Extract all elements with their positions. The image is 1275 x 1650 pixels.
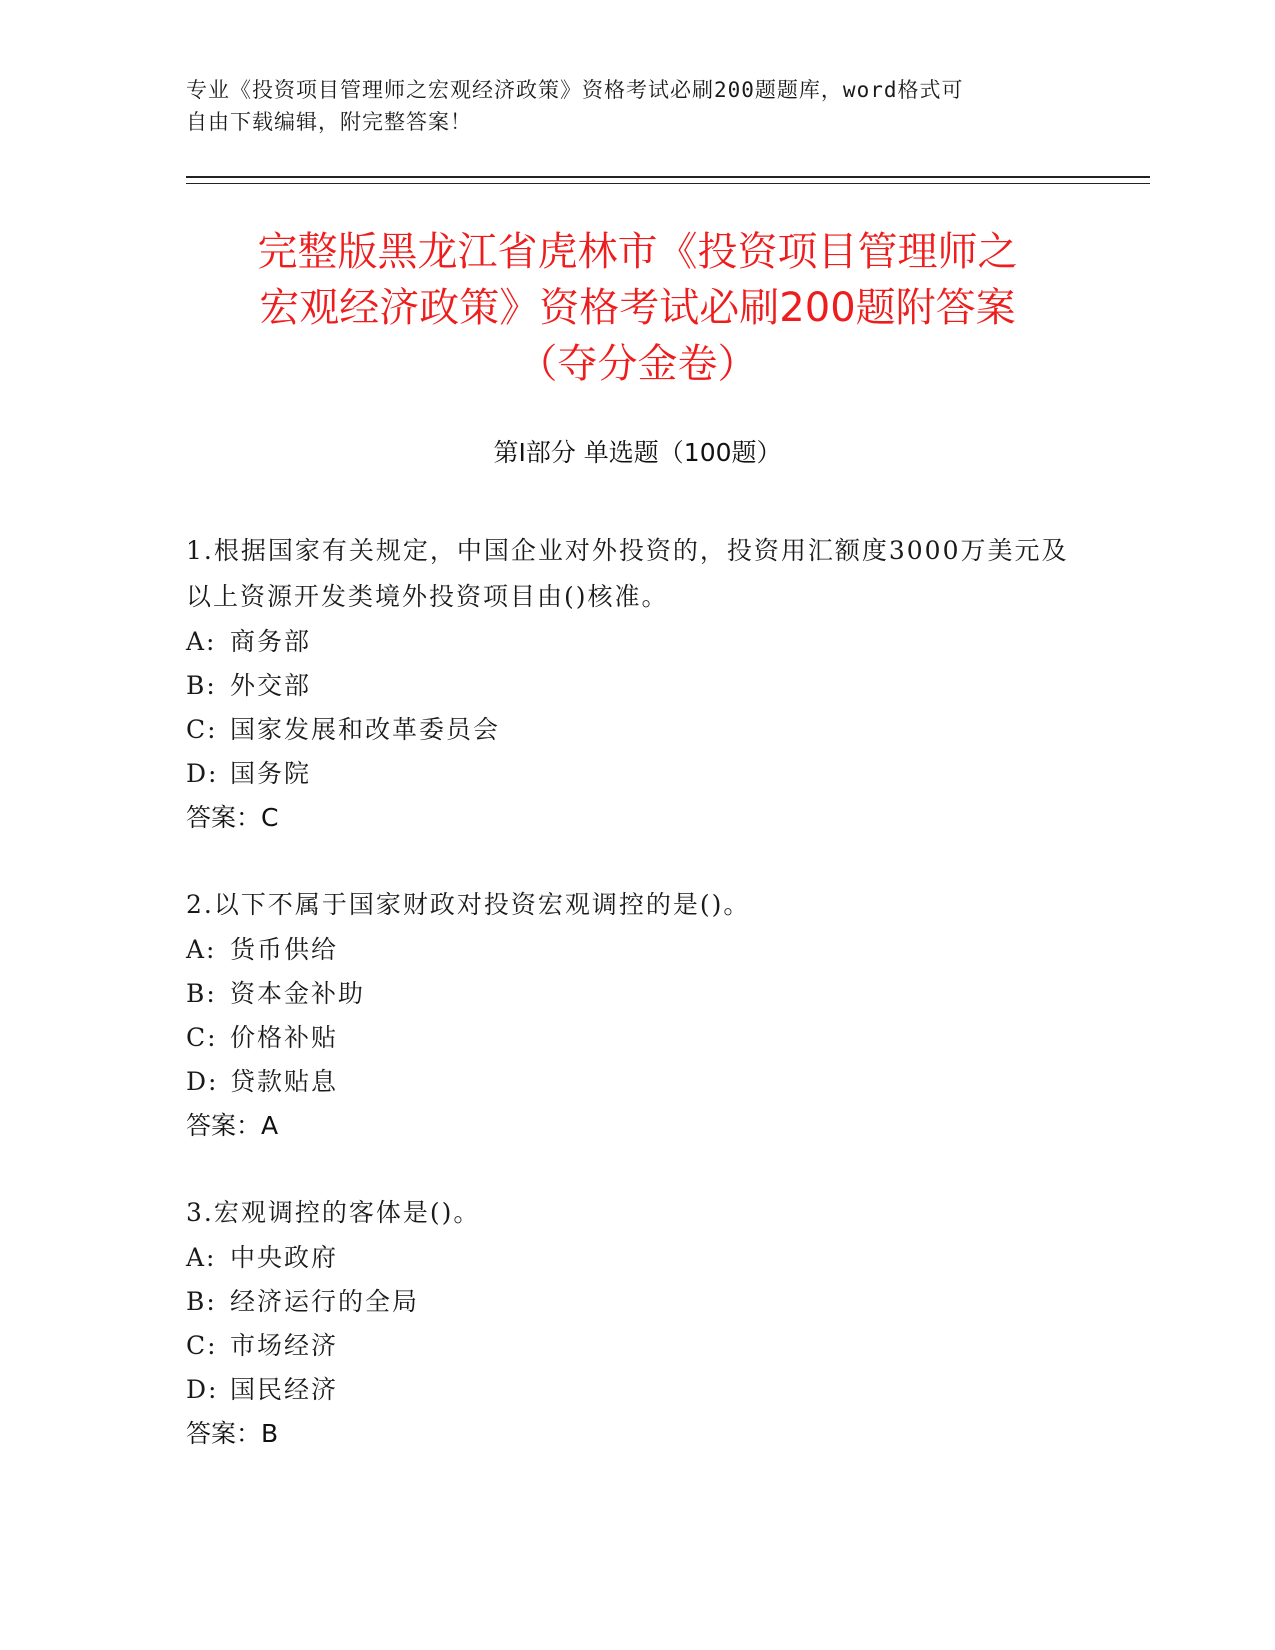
option-text: 贷款贴息	[230, 1067, 339, 1096]
answer: 答案：A	[186, 1111, 279, 1140]
question-stem: 1.根据国家有关规定，中国企业对外投资的，投资用汇额度3000万美元及以上资源开发类境外投资项目由()核准。	[186, 536, 1069, 611]
document-title-line-2: 宏观经济政策》资格考试必刷200题附答案	[259, 285, 1016, 331]
document-title-line-3: （夺分金卷）	[517, 341, 758, 387]
option-b	[186, 972, 1086, 1016]
option-key: C:	[186, 715, 218, 744]
header-note-line-1: 专业《投资项目管理师之宏观经济政策》资格考试必刷200题题库，word格式可	[186, 78, 964, 102]
option-text: 商务部	[230, 627, 312, 656]
option-a	[186, 928, 1086, 972]
option-c	[186, 708, 1086, 752]
option-key: C:	[186, 1331, 218, 1360]
option-text: 国家发展和改革委员会	[230, 715, 501, 744]
option-d	[186, 1368, 1086, 1412]
answer: 答案：B	[186, 1419, 279, 1448]
answer: 答案：C	[186, 803, 279, 832]
header-rule-thin	[186, 183, 1150, 184]
option-b	[186, 664, 1086, 708]
option-c	[186, 1016, 1086, 1060]
option-a	[186, 1236, 1086, 1280]
option-c	[186, 1324, 1086, 1368]
option-key: A:	[186, 935, 217, 964]
option-text: 经济运行的全局	[230, 1287, 420, 1316]
option-text: 资本金补助	[230, 979, 366, 1008]
document-title	[170, 224, 1105, 392]
question-list	[186, 528, 1086, 1498]
option-d	[186, 1060, 1086, 1104]
question-item	[186, 882, 1086, 1148]
header-rule-thick	[186, 176, 1150, 178]
option-text: 外交部	[230, 671, 312, 700]
option-text: 货币供给	[230, 935, 339, 964]
document-title-line-1: 完整版黑龙江省虎林市《投资项目管理师之	[257, 229, 1018, 275]
option-text: 国民经济	[230, 1375, 339, 1404]
option-d	[186, 752, 1086, 796]
option-key: B:	[186, 979, 217, 1008]
option-key: B:	[186, 671, 217, 700]
question-stem: 2.以下不属于国家财政对投资宏观调控的是()。	[186, 890, 751, 919]
option-b	[186, 1280, 1086, 1324]
section-title: 第Ⅰ部分 单选题（100题）	[493, 438, 782, 467]
option-key: B:	[186, 1287, 217, 1316]
header-note	[186, 74, 1066, 138]
header-note-line-2: 自由下载编辑，附完整答案！	[186, 110, 472, 134]
option-key: D:	[186, 1375, 219, 1404]
option-key: C:	[186, 1023, 218, 1052]
option-key: A:	[186, 627, 217, 656]
option-key: A:	[186, 1243, 217, 1272]
question-item	[186, 528, 1086, 840]
option-key: D:	[186, 759, 219, 788]
option-text: 价格补贴	[230, 1023, 339, 1052]
option-key: D:	[186, 1067, 219, 1096]
option-text: 中央政府	[230, 1243, 339, 1272]
question-item	[186, 1190, 1086, 1456]
question-stem: 3.宏观调控的客体是()。	[186, 1198, 481, 1227]
option-text: 市场经济	[230, 1331, 339, 1360]
option-a	[186, 620, 1086, 664]
option-text: 国务院	[230, 759, 312, 788]
